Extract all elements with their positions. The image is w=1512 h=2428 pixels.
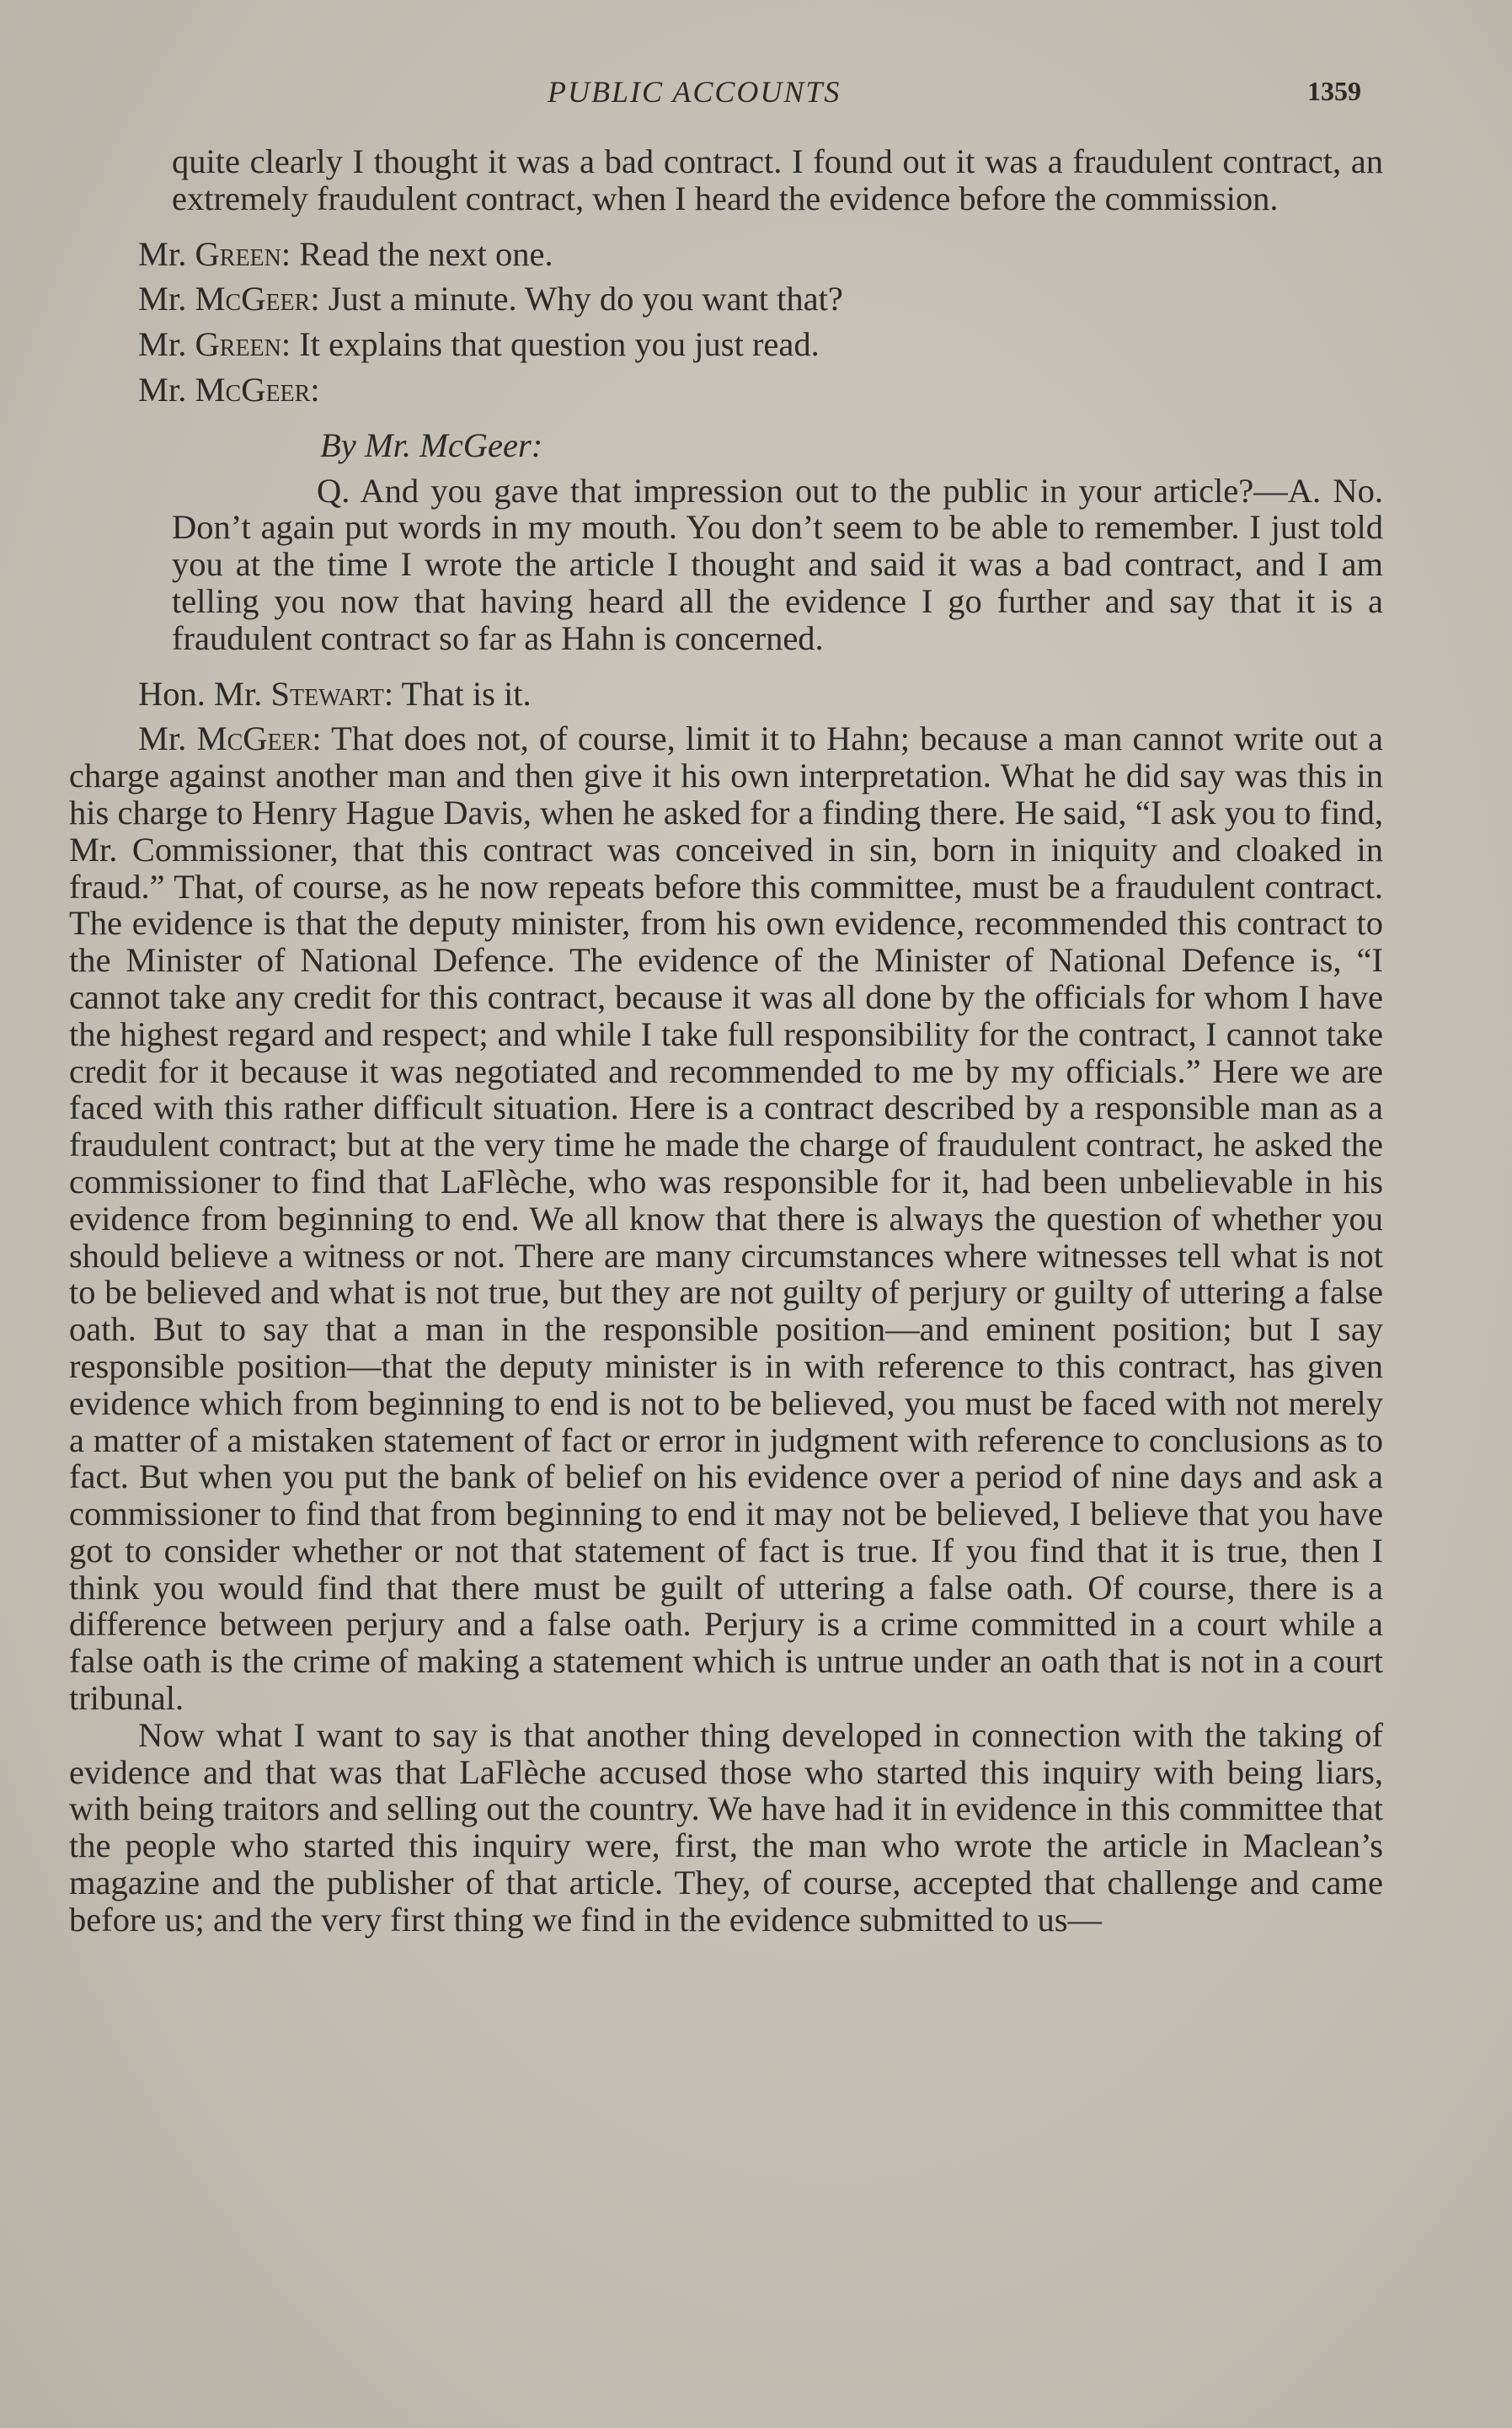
speaker-line bbox=[69, 326, 1383, 363]
speaker-prefix: Mr. bbox=[138, 370, 195, 409]
page-number: 1359 bbox=[1307, 76, 1361, 106]
body-paragraph-text: Now what I want to say is that another thing developed in connection with the taking of evidence and that was that LaFlèche accused those who started this inquiry with being liars, with being traitors and selling out the country. We have had it in evidence in this committee that the people who started this inquiry were, first, the man who wrote the article in Maclean’s magazine and the publisher of that article. They, of course, accepted that challenge and came before us; and the very first thing we find in the evidence submitted to us— bbox=[69, 1715, 1383, 1939]
page-text bbox=[69, 143, 1383, 1939]
speech-paragraph bbox=[69, 720, 1383, 1717]
speaker-line bbox=[69, 676, 1383, 713]
speaker-line bbox=[69, 281, 1383, 318]
question-answer-text: Q. And you gave that impression out to the public in your article?—A. No. Don’t again put words in my mouth. You don’t seem to be able to remember. I just told you at the time I wrote the article I thought and said it was a bad contract, and I am telling you now that having heard all the evidence I go further and say that it is a fraudulent contract so far as Hahn is concerned. bbox=[172, 471, 1383, 657]
examiner-heading: By Mr. McGeer: bbox=[320, 425, 543, 464]
speaker-name: Green bbox=[195, 325, 281, 364]
speaker-prefix: Mr. bbox=[138, 325, 195, 364]
spacer bbox=[69, 217, 1383, 236]
speaker-prefix: Mr. bbox=[138, 280, 195, 318]
spacer bbox=[69, 657, 1383, 676]
speaker-text: : That is it. bbox=[383, 674, 532, 713]
speaker-text: : Just a minute. Why do you want that? bbox=[310, 280, 843, 318]
speaker-name: Green bbox=[195, 234, 281, 273]
speaker-name: McGeer bbox=[196, 719, 313, 758]
question-answer bbox=[69, 473, 1383, 657]
speaker-text: : It explains that question you just read. bbox=[280, 325, 820, 364]
spacer bbox=[69, 409, 1383, 427]
speaker-text: : bbox=[310, 370, 320, 409]
speaker-prefix: Hon. Mr. bbox=[138, 674, 271, 713]
speech-text: : That does not, of course, limit it to Hahn; because a man cannot write out a charge against another man and then give it his own interpretation. What he did say was this in his charge to Henry Hague Davis, when he asked for a finding there. He said, “I ask you to find, Mr. Commissioner, that this contract was conceived in sin, born in iniquity and cloaked in fraud.” That, of course, as he now repeats before this committee, must be a fraudulent contract. The evidence is that the deputy minister, from his own evidence, recommended this contract to the Minister of National Defence. The evidence of the Minister of National Defence is, “I cannot take any credit for this contract, because it was all done by the officials for whom I have the highest regard and respect; and while I take full responsibility for the contract, I cannot take credit for it because it was negotiated and recommended to me by my officials.” Here we are faced with this rather difficult situation. Here is a contract described by a responsible man as a fraudulent contract; but at the very time he made the charge of fraudulent contract, he asked the commissioner to find that LaFlèche, who was responsible for it, had been unbelievable in his evidence from beginning to end. We all know that there is always the question of whether you should believe a witness or not. There are many circumstances where witnesses tell what is not to be believed and what is not true, but they are not guilty of perjury or guilty of uttering a false oath. But to say that a man in the responsible position—and eminent position; but I say responsible position—that the deputy minister is in with reference to this contract, has given evidence which from beginning to end is not to be believed, you must be faced with not merely a matter of a mistaken statement of fact or error in judgment with reference to conclusions as to fact. But when you put the bank of belief on his evidence over a period of nine days and ask a commissioner to find that from beginning to end it may not be believed, I believe that you have got to consider whether or not that statement of fact is true. If you find that it is true, then I think you would find that there must be guilt of uttering a false oath. Of course, there is a difference between perjury and a false oath. Perjury is a crime committed in a court while a false oath is the crime of making a statement which is untrue under an oath that is not in a court tribunal. bbox=[69, 719, 1384, 1718]
speaker-prefix: Mr. bbox=[138, 719, 197, 758]
running-title: PUBLIC ACCOUNTS bbox=[548, 75, 841, 109]
speaker-line bbox=[69, 236, 1383, 273]
speaker-prefix: Mr. bbox=[138, 234, 195, 273]
speaker-name: Stewart bbox=[270, 674, 384, 713]
running-head bbox=[0, 74, 1512, 113]
speaker-name: McGeer bbox=[195, 370, 311, 409]
speaker-text: : Read the next one. bbox=[280, 234, 553, 273]
quoted-passage-text: quite clearly I thought it was a bad contract. I found out it was a fraudulent contract, an extremely fraudulent contract, when I heard the evidence before the commission. bbox=[172, 142, 1383, 217]
body-paragraph bbox=[69, 1717, 1383, 1939]
speaker-line bbox=[69, 372, 1383, 409]
quoted-passage bbox=[69, 143, 1383, 217]
speaker-name: McGeer bbox=[195, 280, 311, 318]
